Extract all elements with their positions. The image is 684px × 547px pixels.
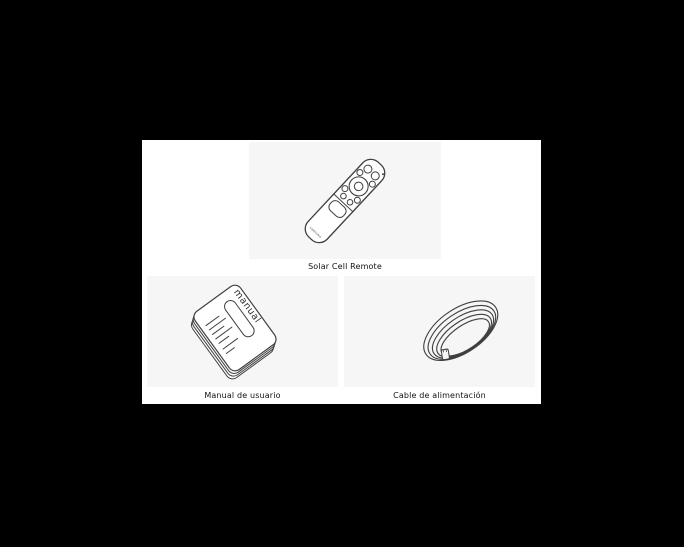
caption-power-cable: Cable de alimentación	[393, 391, 486, 400]
solar-cell-remote-illustration	[249, 142, 441, 259]
panel-solar-cell-remote	[249, 142, 441, 259]
caption-solar-cell-remote: Solar Cell Remote	[308, 262, 382, 271]
panel-power-cable	[344, 276, 535, 387]
caption-user-manual: Manual de usuario	[204, 391, 281, 400]
contents-figure	[142, 140, 541, 404]
power-cable-illustration	[344, 276, 535, 387]
user-manual-illustration	[147, 276, 338, 387]
manual-cover-label: manual	[231, 287, 264, 326]
panel-user-manual	[147, 276, 338, 387]
remote-brand-label: SAMSUNG	[308, 226, 322, 240]
